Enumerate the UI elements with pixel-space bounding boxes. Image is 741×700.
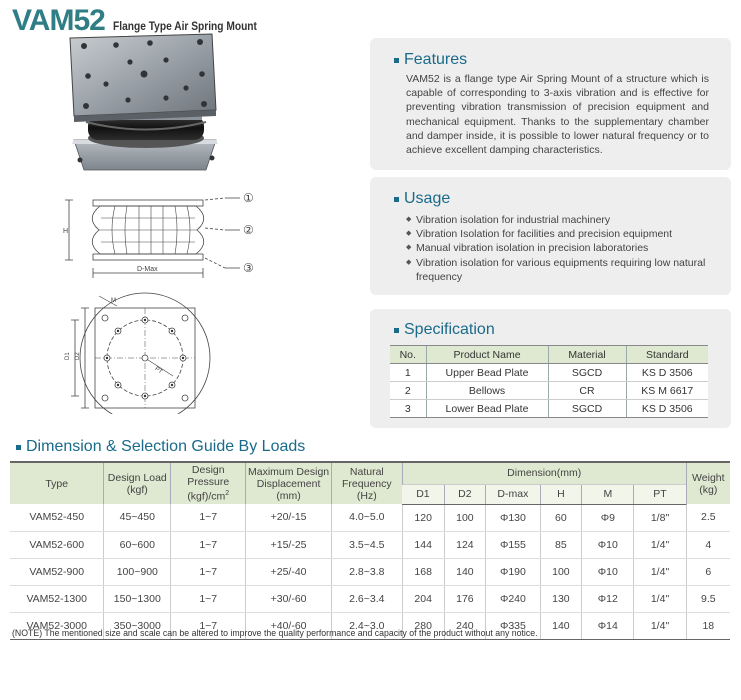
dmax-label: D-Max bbox=[137, 266, 158, 273]
d1-label: D1 bbox=[65, 352, 71, 360]
dimension-table bbox=[10, 461, 730, 640]
header-design-load: Design Load (kgf) bbox=[104, 462, 171, 504]
dimension-cell: 1/4" bbox=[634, 558, 686, 585]
header-natural-frequency: Natural Frequency (Hz) bbox=[331, 462, 402, 504]
dimension-cell: 18 bbox=[686, 612, 730, 639]
dimension-cell: 1~7 bbox=[171, 558, 246, 585]
usage-panel bbox=[370, 177, 731, 295]
dimension-cell: 2.5 bbox=[686, 504, 730, 531]
dimension-cell: 100 bbox=[540, 558, 582, 585]
dimension-cell: Φ10 bbox=[582, 531, 634, 558]
features-text: VAM52 is a flange type Air Spring Mount of a structure which is capable of corresponding to 3-axis vibration and is effective for preventing vibration transmission of precision equipment and mechanical equipment. Thanks to the supplementary chamber and damper inside, it is possible to lower natural frequency or to achieve excellent damping characteristics. bbox=[406, 73, 709, 157]
dimension-cell: 144 bbox=[402, 531, 444, 558]
pt-label: PT bbox=[153, 366, 164, 376]
dimension-cell: 3.5~4.5 bbox=[331, 531, 402, 558]
dimension-cell: Φ10 bbox=[582, 558, 634, 585]
dimension-cell: VAM52-900 bbox=[10, 558, 104, 585]
spec-cell: SGCD bbox=[548, 400, 626, 418]
dimension-cell: 100 bbox=[444, 504, 486, 531]
spec-header: Material bbox=[548, 346, 626, 364]
dimension-cell: 45~450 bbox=[104, 504, 171, 531]
h-label: H bbox=[63, 228, 69, 235]
dimension-cell: 1~7 bbox=[171, 585, 246, 612]
usage-list bbox=[406, 213, 716, 284]
bullet-square-icon bbox=[394, 58, 399, 63]
diamond-bullet-icon: ◆ bbox=[406, 216, 412, 223]
dimension-cell: +40/-60 bbox=[246, 612, 332, 639]
dimension-cell: +30/-60 bbox=[246, 585, 332, 612]
table-row bbox=[10, 558, 730, 585]
dimension-cell: 6 bbox=[686, 558, 730, 585]
table-row bbox=[390, 400, 708, 418]
dimension-cell: 60~600 bbox=[104, 531, 171, 558]
model-title: VAM52 bbox=[12, 4, 105, 37]
dimension-cell: Φ240 bbox=[486, 585, 540, 612]
dimension-cell: +25/-40 bbox=[246, 558, 332, 585]
dimension-cell: +20/-15 bbox=[246, 504, 332, 531]
top-view-drawing bbox=[55, 292, 225, 414]
bullet-square-icon bbox=[394, 328, 399, 333]
spec-cell: CR bbox=[548, 382, 626, 400]
diamond-bullet-icon: ◆ bbox=[406, 244, 412, 252]
dimension-cell: 120 bbox=[402, 504, 444, 531]
header-weight: Weight (kg) bbox=[686, 462, 730, 504]
list-item: ◆ Vibration isolation for industrial machinery bbox=[406, 214, 611, 226]
model-subtitle: Flange Type Air Spring Mount bbox=[112, 19, 257, 33]
header-max-displacement: Maximum Design Displacement (mm) bbox=[246, 462, 332, 504]
dimension-cell: 124 bbox=[444, 531, 486, 558]
d2-label: D2 bbox=[75, 352, 81, 360]
dimension-cell: 350~3000 bbox=[104, 612, 171, 639]
dimension-cell: VAM52-3000 bbox=[10, 612, 104, 639]
dimension-cell: 1/4" bbox=[634, 531, 686, 558]
dimension-table-body bbox=[10, 504, 730, 639]
dimension-cell: 150~1300 bbox=[104, 585, 171, 612]
spec-cell: 1 bbox=[390, 364, 426, 382]
header-d1: D1 bbox=[402, 484, 444, 504]
dimension-cell: 176 bbox=[444, 585, 486, 612]
dimension-cell: Φ14 bbox=[582, 612, 634, 639]
dimension-cell: 9.5 bbox=[686, 585, 730, 612]
spec-cell: KS M 6617 bbox=[626, 382, 708, 400]
dimension-cell: 1/4" bbox=[634, 585, 686, 612]
dimension-cell: Φ12 bbox=[582, 585, 634, 612]
spec-cell: Lower Bead Plate bbox=[426, 400, 548, 418]
header-pt: PT bbox=[634, 484, 686, 504]
list-item: ◆ Vibration isolation for various equipments requiring low natural frequency bbox=[406, 256, 706, 283]
table-row bbox=[10, 585, 730, 612]
dimension-cell: 4 bbox=[686, 531, 730, 558]
dimension-cell: Φ155 bbox=[486, 531, 540, 558]
dimension-cell: Φ130 bbox=[486, 504, 540, 531]
spec-header: No. bbox=[390, 346, 426, 364]
dimension-cell: 1~7 bbox=[171, 612, 246, 639]
dimension-cell: 140 bbox=[444, 558, 486, 585]
header-dimension: Dimension(mm) bbox=[402, 462, 686, 484]
table-row bbox=[390, 382, 708, 400]
dimension-cell: 1~7 bbox=[171, 504, 246, 531]
callout-3: ③ bbox=[243, 261, 254, 275]
dimension-cell: VAM52-1300 bbox=[10, 585, 104, 612]
dimension-cell: 1/8" bbox=[634, 504, 686, 531]
dimension-cell: Φ335 bbox=[486, 612, 540, 639]
header-type: Type bbox=[10, 462, 104, 504]
table-row bbox=[390, 364, 708, 382]
specification-panel bbox=[370, 309, 731, 428]
dimension-cell: VAM52-450 bbox=[10, 504, 104, 531]
list-item: ◆ Vibration Isolation for facilities and precision equipment bbox=[406, 228, 673, 241]
table-row bbox=[10, 531, 730, 558]
spec-cell: KS D 3506 bbox=[626, 400, 708, 418]
side-view-drawing bbox=[55, 188, 270, 288]
dimension-cell: 168 bbox=[402, 558, 444, 585]
spec-header: Product Name bbox=[426, 346, 548, 364]
bullet-square-icon bbox=[16, 445, 21, 450]
dimension-cell: 2.8~3.8 bbox=[331, 558, 402, 585]
spec-cell: KS D 3506 bbox=[626, 364, 708, 382]
spec-table bbox=[390, 345, 708, 418]
bullet-square-icon bbox=[394, 197, 399, 202]
dimension-cell: 100~900 bbox=[104, 558, 171, 585]
product-photo bbox=[66, 32, 226, 174]
header-m: M bbox=[582, 484, 634, 504]
header-h: H bbox=[540, 484, 582, 504]
dimension-cell: 280 bbox=[402, 612, 444, 639]
features-title: Features bbox=[394, 51, 467, 69]
dimension-cell: Φ9 bbox=[582, 504, 634, 531]
dimension-cell: 2.6~3.4 bbox=[331, 585, 402, 612]
dimension-cell: 85 bbox=[540, 531, 582, 558]
callout-2: ② bbox=[243, 223, 254, 237]
table-row bbox=[10, 504, 730, 531]
header-dmax: D-max bbox=[486, 484, 540, 504]
dimension-cell: 240 bbox=[444, 612, 486, 639]
usage-title: Usage bbox=[394, 190, 450, 208]
footnote: (NOTE) The mentioned size and scale can be altered to improve the quality performance and capacity of the product without any notice. bbox=[12, 628, 538, 639]
features-panel bbox=[370, 38, 731, 170]
spec-title: Specification bbox=[394, 321, 495, 339]
spec-cell: SGCD bbox=[548, 364, 626, 382]
dimension-cell: 1/4" bbox=[634, 612, 686, 639]
dimension-cell: VAM52-600 bbox=[10, 531, 104, 558]
m-label: M bbox=[111, 298, 116, 304]
dimension-cell: 130 bbox=[540, 585, 582, 612]
diamond-bullet-icon: ◆ bbox=[406, 258, 412, 266]
dimension-cell: 204 bbox=[402, 585, 444, 612]
dimension-cell: Φ190 bbox=[486, 558, 540, 585]
spec-cell: Upper Bead Plate bbox=[426, 364, 548, 382]
header-d2: D2 bbox=[444, 484, 486, 504]
spec-cell: 3 bbox=[390, 400, 426, 418]
list-item: ◆ Manual vibration isolation in precision laboratories bbox=[406, 242, 649, 255]
dimension-title: Dimension & Selection Guide By Loads bbox=[16, 438, 305, 456]
callout-1: ① bbox=[243, 191, 254, 205]
diamond-bullet-icon: ◆ bbox=[406, 230, 412, 238]
dimension-cell: 60 bbox=[540, 504, 582, 531]
dimension-cell: +15/-25 bbox=[246, 531, 332, 558]
dimension-cell: 140 bbox=[540, 612, 582, 639]
spec-cell: 2 bbox=[390, 382, 426, 400]
header-design-pressure: Design Pressure $(kgf)/cm^2$ bbox=[171, 462, 246, 504]
dimension-cell: 4.0~5.0 bbox=[331, 504, 402, 531]
spec-header: Standard bbox=[626, 346, 708, 364]
dimension-cell: 1~7 bbox=[171, 531, 246, 558]
spec-cell: Bellows bbox=[426, 382, 548, 400]
dimension-cell: 2.4~3.0 bbox=[331, 612, 402, 639]
